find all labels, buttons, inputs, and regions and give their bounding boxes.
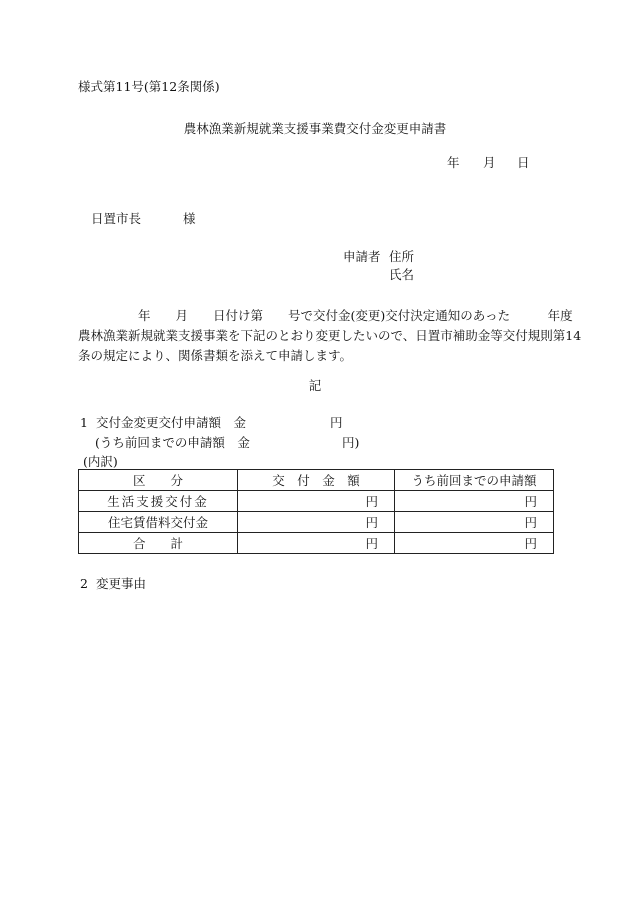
address-label: 住所 xyxy=(389,249,415,264)
honorific: 様 xyxy=(183,211,196,226)
ki-heading: 記 xyxy=(308,378,322,393)
body-paragraph xyxy=(78,306,582,366)
table-row xyxy=(79,533,554,554)
row-amount: 円 xyxy=(238,533,395,554)
table-row xyxy=(79,491,554,512)
date-year-label: 年 xyxy=(447,155,460,170)
item1-sub-unit: 円) xyxy=(342,435,360,450)
row-category: 合 計 xyxy=(79,533,238,554)
breakdown-label: (内訳) xyxy=(83,454,118,469)
table-row xyxy=(79,512,554,533)
row-previous: 円 xyxy=(395,491,554,512)
item1-sub-label: (うち前回までの申請額 金 xyxy=(95,435,250,450)
row-amount: 円 xyxy=(238,512,395,533)
row-previous: 円 xyxy=(395,512,554,533)
row-amount: 円 xyxy=(238,491,395,512)
header-previous: うち前回までの申請額 xyxy=(395,470,554,491)
addressee: 日置市長 xyxy=(91,211,142,226)
applicant-label: 申請者 xyxy=(343,249,381,264)
item1-unit: 円 xyxy=(330,415,343,430)
date-month-label: 月 xyxy=(483,155,496,170)
item2-number: 2 xyxy=(80,576,88,591)
header-amount: 交 付 金 額 xyxy=(238,470,395,491)
row-category: 生活支援交付金 xyxy=(79,491,238,512)
item1-number: 1 xyxy=(80,415,88,430)
item1-label: 交付金変更交付申請額 金 xyxy=(96,415,247,430)
row-category: 住宅賃借料交付金 xyxy=(79,512,238,533)
table-header-row xyxy=(79,470,554,491)
form-number: 様式第11号(第12条関係) xyxy=(78,79,220,94)
document-title: 農林漁業新規就業支援事業費交付金変更申請書 xyxy=(183,121,447,136)
name-label: 氏名 xyxy=(389,267,415,282)
body-line: 条の規定により、関係書類を添えて申請します。 xyxy=(78,348,353,363)
body-line: 年 月 日付け第 号で交付金(変更)交付決定通知のあった 年度 xyxy=(138,308,573,323)
header-category: 区 分 xyxy=(79,470,238,491)
breakdown-table xyxy=(78,469,554,554)
date-day-label: 日 xyxy=(517,155,530,170)
row-previous: 円 xyxy=(395,533,554,554)
body-line: 農林漁業新規就業支援事業を下記のとおり変更したいので、日置市補助金等交付規則第14 xyxy=(78,328,582,343)
item2-label: 変更事由 xyxy=(96,576,147,591)
